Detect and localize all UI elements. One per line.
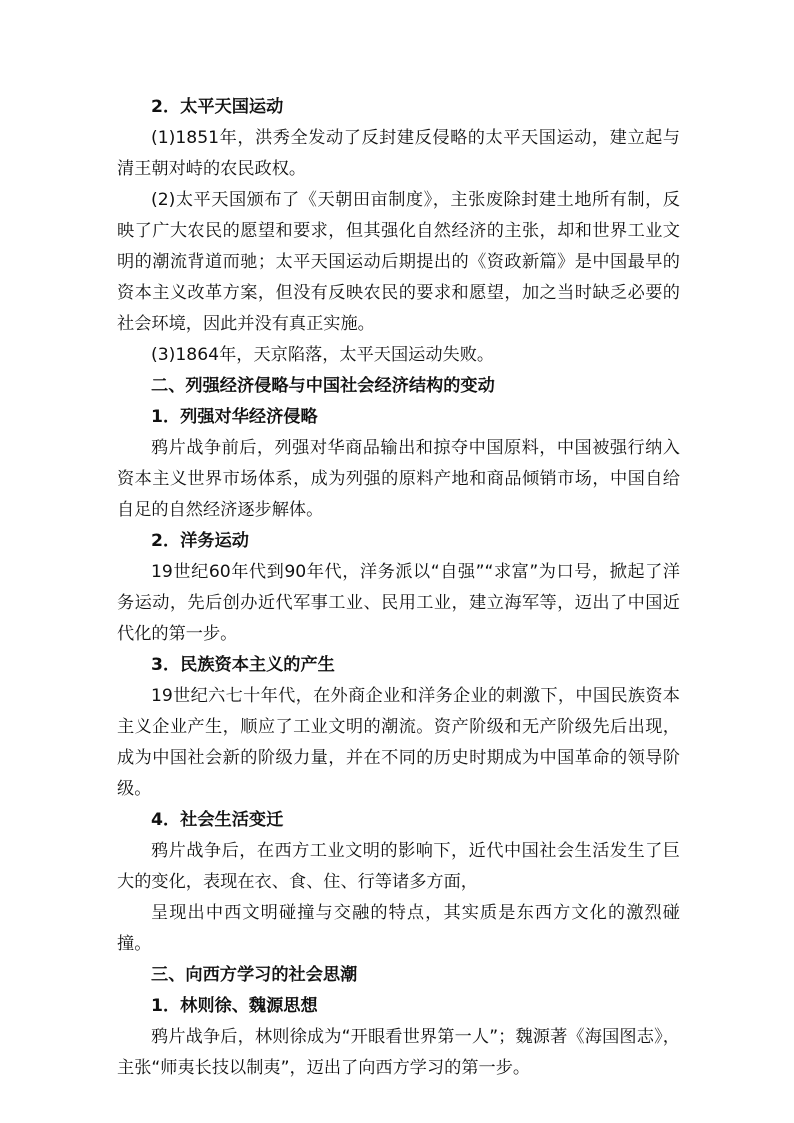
body-paragraph: 鸦片战争后，在西方工业文明的影响下，近代中国社会生活发生了巨大的变化，表现在衣、食、住、行等诸多方面， <box>117 841 680 892</box>
section-heading: 4．社会生活变迁 <box>151 810 284 830</box>
body-paragraph: 呈现出中西文明碰撞与交融的特点，其实质是东西方文化的激烈碰撞。 <box>117 903 680 954</box>
section-heading: 二、列强经济侵略与中国社会经济结构的变动 <box>151 376 495 396</box>
section-heading: 1．列强对华经济侵略 <box>151 407 318 427</box>
section-heading: 1．林则徐、魏源思想 <box>151 996 318 1016</box>
section-heading: 2．洋务运动 <box>151 531 249 551</box>
body-paragraph: (2)太平天国颁布了《天朝田亩制度》，主张废除封建土地所有制，反映了广大农民的愿望和要求，但其强化自然经济的主张，却和世界工业文明的潮流背道而驰；太平天国运动后期提出的《资政新篇》是中国最早的资本主义改革方案，但没有反映农民的要求和愿望，加之当时缺乏必要的社会环境，因此并没有真正实施。 <box>117 190 680 334</box>
section-heading: 3．民族资本主义的产生 <box>151 655 335 675</box>
body-paragraph: 鸦片战争后，林则徐成为“开眼看世界第一人”；魏源著《海国图志》，主张“师夷长技以制夷”，迈出了向西方学习的第一步。 <box>117 1027 680 1078</box>
body-paragraph: (1)1851年，洪秀全发动了反封建反侵略的太平天国运动，建立起与清王朝对峙的农民政权。 <box>117 128 680 179</box>
body-paragraph: 19世纪六七十年代，在外商企业和洋务企业的刺激下，中国民族资本主义企业产生，顺应了工业文明的潮流。资产阶级和无产阶级先后出现，成为中国社会新的阶级力量，并在不同的历史时期成为中国革命的领导阶级。 <box>117 686 680 799</box>
section-heading: 2．太平天国运动 <box>151 97 284 117</box>
section-heading: 三、向西方学习的社会思潮 <box>151 965 358 985</box>
document-content <box>117 92 680 1084</box>
body-paragraph: (3)1864年，天京陷落，太平天国运动失败。 <box>151 345 495 365</box>
body-paragraph: 鸦片战争前后，列强对华商品输出和掠夺中国原料，中国被强行纳入资本主义世界市场体系，成为列强的原料产地和商品倾销市场，中国自给自足的自然经济逐步解体。 <box>117 438 680 520</box>
body-paragraph: 19世纪60年代到90年代，洋务派以“自强”“求富”为口号，掀起了洋务运动，先后创办近代军事工业、民用工业，建立海军等，迈出了中国近代化的第一步。 <box>117 562 680 644</box>
